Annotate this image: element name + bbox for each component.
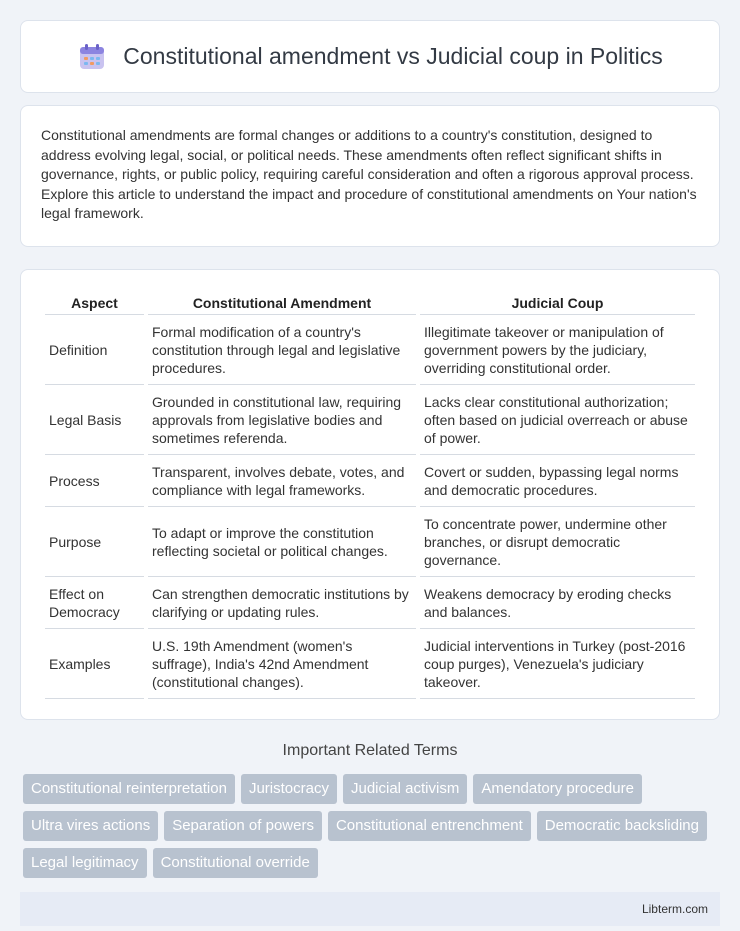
related-term-tag[interactable]: Democratic backsliding: [537, 811, 707, 841]
table-row: [45, 507, 695, 577]
table-row: [45, 629, 695, 699]
table-header-row: [45, 290, 695, 315]
row-aspect: Purpose: [45, 507, 144, 577]
row-amendment: U.S. 19th Amendment (women's suffrage), India's 42nd Amendment (constitutional changes).: [148, 629, 416, 699]
header-constitutional-amendment: Constitutional Amendment: [148, 290, 416, 315]
footer-site-link[interactable]: Libterm.com: [641, 901, 708, 916]
intro-text: Constitutional amendments are formal changes or additions to a country's constitution, designed to address evolving legal, social, or political needs. These amendments often reflect significant shifts in governance, rights, or public policy, requiring careful consideration and often a rigorous approval process. Explore this article to understand the impact and procedure of constitutional amendments on Your nation's legal framework.: [41, 127, 697, 221]
related-terms-title: Important Related Terms: [282, 741, 458, 759]
row-aspect: Legal Basis: [45, 385, 144, 455]
related-term-tag[interactable]: Constitutional reinterpretation: [23, 774, 235, 804]
comparison-card: [20, 269, 720, 720]
header-aspect: Aspect: [45, 290, 144, 315]
related-term-tag[interactable]: Constitutional override: [153, 848, 318, 878]
row-amendment: Formal modification of a country's constitution through legal and legislative procedures.: [148, 315, 416, 385]
intro-card: [20, 105, 720, 247]
row-coup: To concentrate power, undermine other branches, or disrupt democratic governance.: [420, 507, 695, 577]
related-term-tag[interactable]: Ultra vires actions: [23, 811, 158, 841]
row-aspect: Process: [45, 455, 144, 507]
row-amendment: Can strengthen democratic institutions by clarifying or updating rules.: [148, 577, 416, 629]
table-row: [45, 455, 695, 507]
related-term-tag[interactable]: Separation of powers: [164, 811, 322, 841]
row-coup: Weakens democracy by eroding checks and balances.: [420, 577, 695, 629]
comparison-table: [41, 290, 699, 699]
related-term-tag[interactable]: Constitutional entrenchment: [328, 811, 531, 841]
row-aspect: Effect on Democracy: [45, 577, 144, 629]
row-coup: Illegitimate takeover or manipulation of government powers by the judiciary, overriding constitutional order.: [420, 315, 695, 385]
related-term-tag[interactable]: Juristocracy: [241, 774, 337, 804]
row-aspect: Examples: [45, 629, 144, 699]
calendar-icon: [77, 42, 107, 72]
footer: [20, 892, 720, 926]
header-card: [20, 20, 720, 93]
row-coup: Judicial interventions in Turkey (post-2016 coup purges), Venezuela's judiciary takeover.: [420, 629, 695, 699]
row-aspect: Definition: [45, 315, 144, 385]
row-coup: Covert or sudden, bypassing legal norms and democratic procedures.: [420, 455, 695, 507]
related-term-tag[interactable]: Legal legitimacy: [23, 848, 147, 878]
related-terms-list: [20, 774, 720, 878]
table-row: [45, 577, 695, 629]
row-amendment: Grounded in constitutional law, requiring approvals from legislative bodies and sometimes referenda.: [148, 385, 416, 455]
related-term-tag[interactable]: Amendatory procedure: [473, 774, 642, 804]
row-amendment: Transparent, involves debate, votes, and compliance with legal frameworks.: [148, 455, 416, 507]
page-title: Constitutional amendment vs Judicial coup in Politics: [123, 43, 663, 69]
related-term-tag[interactable]: Judicial activism: [343, 774, 467, 804]
row-coup: Lacks clear constitutional authorization; often based on judicial overreach or abuse of power.: [420, 385, 695, 455]
header-judicial-coup: Judicial Coup: [420, 290, 695, 315]
row-amendment: To adapt or improve the constitution reflecting societal or political changes.: [148, 507, 416, 577]
table-row: [45, 385, 695, 455]
table-row: [45, 315, 695, 385]
